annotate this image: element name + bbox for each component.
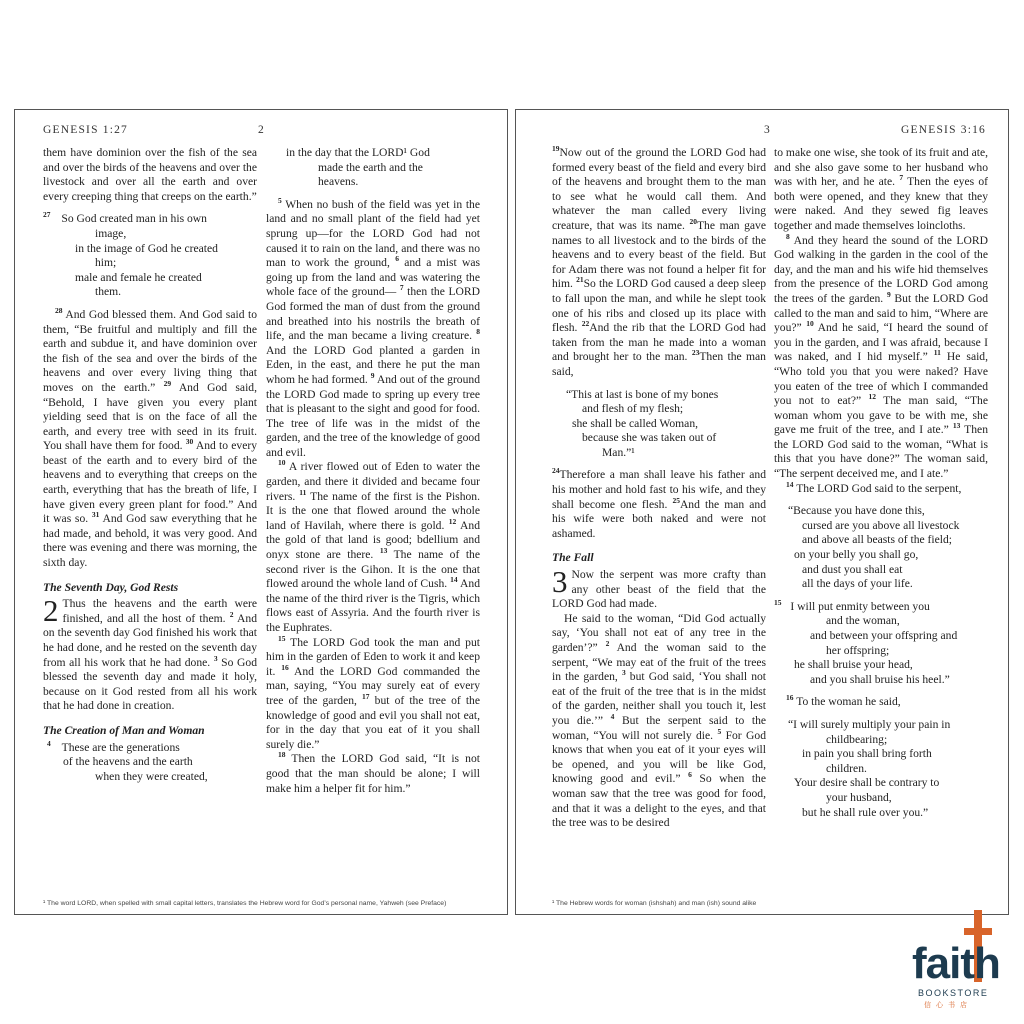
poem-line: when they were created, xyxy=(95,769,208,783)
verse-text: but of the tree of the knowledge of good and evil you shall not eat, for in the day that you eat of it you shall surely die.” xyxy=(266,693,480,751)
footnote: ¹ The Hebrew words for woman (ishshah) and man (ish) sound alike xyxy=(552,900,757,907)
verse-text: Then the eyes of both were opened, and they knew that they were naked. And they sewed fig leaves together and made themselves loincloths. xyxy=(774,175,988,232)
verse-number: 20 xyxy=(689,217,697,227)
poem-line: in the image of God he created xyxy=(75,241,218,255)
poem-line: because she was taken out of xyxy=(582,431,717,445)
verse-number: 30 xyxy=(185,437,194,447)
section-heading: The Fall xyxy=(552,551,594,565)
verse-number: 15 xyxy=(774,597,782,607)
poem-line: in the day that the LORD¹ God xyxy=(286,146,430,159)
section-heading: The Seventh Day, God Rests xyxy=(43,580,179,594)
verse-number: 4 xyxy=(610,712,615,722)
left-page xyxy=(14,109,508,915)
page-reference: GENESIS 1:27 xyxy=(43,124,129,136)
verse-number: 16 xyxy=(786,693,794,703)
verse-text: And God blessed them. And God said to them, “Be fruitful and multiply and fill the earth and subdue it, and have dominion over the fish of the sea and over the birds of the heavens and over every living thing that moves on the earth.” xyxy=(43,307,258,394)
left-column-1 xyxy=(43,146,257,792)
poem-line: heavens. xyxy=(318,175,359,189)
chapter-number: 2 xyxy=(43,593,59,629)
poem-line: he shall bruise your head, xyxy=(794,658,913,672)
poem-line: all the days of your life. xyxy=(802,577,913,591)
section-heading: The Creation of Man and Woman xyxy=(43,723,205,737)
poem-line: “Because you have done this, xyxy=(788,504,925,518)
verse-number: 9 xyxy=(886,290,891,300)
verse-number: 13 xyxy=(379,546,388,556)
verse-text: So when the woman saw that the tree was good for food, and that it was a delight to the eyes, and that the tree was to be desired xyxy=(552,772,766,830)
verse-text: The name of the second river is the Gihon. It is the one that flowed around the whole land of Cush. xyxy=(266,548,480,591)
verse-number: 9 xyxy=(370,371,375,381)
paragraph xyxy=(774,231,989,482)
poem-line: and between your offspring and xyxy=(810,629,958,642)
poem-verse-14 xyxy=(774,504,988,592)
verse-text: And the man and his wife were both naked and were not ashamed. xyxy=(552,497,766,540)
verse-number: 5 xyxy=(278,195,282,205)
right-column-2 xyxy=(774,146,988,828)
right-page xyxy=(515,109,1009,915)
verse-number: 3 xyxy=(213,653,218,663)
verse-text: And God said, “Behold, I have given you every plant yielding seed that is on the face of all the earth, and every tree with seed in its fruit. You shall have them for food. xyxy=(43,380,257,453)
verse-number: 23 xyxy=(691,348,700,358)
verse-number: 4 xyxy=(47,738,51,748)
poem-line: made the earth and the xyxy=(318,160,423,174)
verse-number: 31 xyxy=(91,510,100,520)
poem-verse-16 xyxy=(774,718,988,820)
paragraph xyxy=(774,695,988,710)
verse-number: 22 xyxy=(581,319,590,329)
verse-text: To the woman he said, xyxy=(796,695,901,709)
poem-line: Man.”¹ xyxy=(602,445,635,459)
verse-text: and a mist was going up from the land and was watering the whole face of the ground— xyxy=(266,256,480,299)
paragraph xyxy=(266,752,480,796)
verse-text: And the gold of that land is good; bdellium and onyx stone are there. xyxy=(266,518,480,562)
verse-number: 19 xyxy=(552,144,560,154)
verse-text: And to every beast of the earth and to every bird of the heavens and to everything that creeps on the earth, everything that has the breath of life, I have given every green plant for food.” And it was so. xyxy=(43,439,257,526)
verse-number: 16 xyxy=(281,662,289,672)
paragraph xyxy=(43,308,257,571)
poem-line: “I will surely multiply your pain in xyxy=(788,717,951,731)
verse-text: And the rib that the LORD God had taken from the man he made into a woman and brought her to the man. xyxy=(552,321,766,364)
poem-line: So God created man in his own xyxy=(61,212,207,226)
poem-line: and you shall bruise his heel.” xyxy=(810,672,950,686)
verse-number: 12 xyxy=(448,516,457,526)
verse-text: Then the man said, xyxy=(552,350,766,378)
poem-line: and the woman, xyxy=(826,614,900,628)
verse-text: And out of the ground the LORD God made to spring up every tree that is pleasant to the sight and good for food. The tree of life was in the midst of the garden, and the tree of the knowledge of good and evil. xyxy=(266,372,480,459)
verse-text: But the serpent said to the woman, “You will not surely die. xyxy=(552,713,767,742)
verse-text: So God blessed the seventh day and made it holy, because on it God rested from all his work that he had done in creation. xyxy=(43,655,257,713)
verse-number: 7 xyxy=(899,173,904,183)
paragraph xyxy=(266,195,481,461)
verse-number: 6 xyxy=(395,254,399,264)
verse-number: 15 xyxy=(278,633,286,643)
poem-line: These are the generations xyxy=(61,740,180,754)
verse-text: So the LORD God caused a deep sleep to fall upon the man, and while he slept took one of his ribs and closed up its place with flesh. xyxy=(552,277,766,335)
page-number: 2 xyxy=(258,124,265,136)
verse-text: The man gave names to all livestock and to the birds of the heavens and to every beast of the field. But for Adam there was not found a helper fit for him. xyxy=(552,218,766,291)
verse-number: 10 xyxy=(278,458,286,468)
verse-text: Then the LORD God said, “It is not good that the man should be alone; I will make him a helper fit for him.” xyxy=(266,752,480,795)
verse-number: 27 xyxy=(43,210,51,220)
verse-number: 11 xyxy=(299,487,307,497)
verse-number: 21 xyxy=(576,275,584,285)
logo-chinese: 信心书店 xyxy=(924,1001,972,1009)
verse-number: 14 xyxy=(450,575,458,585)
poem-line: them. xyxy=(95,285,122,299)
verse-text: to make one wise, she took of its fruit and ate, and she also gave some to her husband who was with her, and he ate. xyxy=(774,146,988,189)
verse-number: 14 xyxy=(786,479,794,489)
verse-number: 29 xyxy=(163,379,172,389)
poem-line: on your belly you shall go, xyxy=(794,548,919,562)
verse-text: Thus the heavens and the earth were finished, and all the host of them. xyxy=(62,597,257,625)
verse-text: And on the seventh day God finished his work that he had done, and he rested on the seventh day from all his work that he had done. xyxy=(43,611,257,669)
verse-text: He said, “Who told you that you were naked? Have you eaten of the tree of which I commanded you not to eat?” xyxy=(774,350,989,408)
right-column-1 xyxy=(552,146,766,831)
verse-number: 2 xyxy=(229,609,234,619)
verse-text: Then the LORD God said to the woman, “What is this that you have done?” The woman said, “The serpent deceived me, and I ate.” xyxy=(774,423,988,481)
verse-text: And the woman said to the serpent, “We may eat of the fruit of the trees in the garden, xyxy=(552,641,766,684)
verse-text: The LORD God said to the serpent, xyxy=(796,481,962,495)
paragraph xyxy=(552,564,766,612)
footnote: ¹ The word LORD, when spelled with small capital letters, translates the Hebrew word for God’s personal name, Yahweh (see Preface) xyxy=(43,900,447,907)
poem-line: I will put enmity between you xyxy=(790,599,930,613)
poem-line: your husband, xyxy=(826,790,892,804)
verse-text: And they heard the sound of the LORD God walking in the garden in the cool of the day, and the man and his wife hid themselves from the presence of the LORD God among the trees of the garden. xyxy=(774,233,988,305)
verse-number: 11 xyxy=(933,348,941,358)
poem-line: but he shall rule over you.” xyxy=(802,805,929,819)
verse-number: 12 xyxy=(868,392,876,402)
verse-text: And the name of the third river is the Tigris, which flows east of Assyria. And the fourth river is the Euphrates. xyxy=(266,577,480,634)
verse-number: 7 xyxy=(399,283,404,293)
verse-text: When no bush of the field was yet in the land and no small plant of the field had yet sprung up—for the LORD God had not caused it to rain on the land, and there was no man to work the ground, xyxy=(266,197,480,270)
verse-number: 24 xyxy=(552,466,560,476)
verse-number: 17 xyxy=(362,692,370,702)
poem-verse-27 xyxy=(43,212,257,300)
paragraph: them have dominion over the fish of the sea and over the birds of the heavens and over the livestock and over all the earth and over every creeping thing that creeps on the earth.” xyxy=(43,146,257,203)
paragraph xyxy=(266,460,480,635)
verse-text: Now out of the ground the LORD God had formed every beast of the field and every bird of the heavens and brought them to the man to see what he would call them. And whatever the man called every living creature, that was its name. xyxy=(552,146,766,232)
poem-line: children. xyxy=(826,761,867,775)
cross-icon-bar xyxy=(964,928,992,935)
poem-line: image, xyxy=(95,226,127,240)
verse-text: And the LORD God commanded the man, saying, “You may surely eat of every tree of the garden, xyxy=(266,664,480,707)
verse-number: 25 xyxy=(672,495,680,505)
verse-text: The name of the first is the Pishon. It is the one that flowed around the whole land of Havilah, where there is gold. xyxy=(266,489,480,532)
poem-line: and dust you shall eat xyxy=(802,562,903,576)
poem-verse-23 xyxy=(552,388,766,461)
page-number: 3 xyxy=(764,124,771,136)
verse-text: For God knows that when you eat of it your eyes will be opened, and you will be like God, knowing good and evil.” xyxy=(552,728,766,786)
poem-line: she shall be called Woman, xyxy=(572,416,699,430)
verse-number: 8 xyxy=(476,327,480,337)
paragraph xyxy=(774,146,988,234)
poem-line: him; xyxy=(95,256,117,270)
page-reference: GENESIS 3:16 xyxy=(900,124,986,136)
verse-text: The man said, “The woman whom you gave to be with me, she gave me fruit of the tree, and I ate.” xyxy=(774,394,988,437)
poem-line: Your desire shall be contrary to xyxy=(794,776,940,790)
verse-text: And God saw everything that he had made, and behold, it was very good. And there was evening and there was morning, the sixth day. xyxy=(43,512,257,570)
paragraph xyxy=(43,593,257,714)
verse-number: 2 xyxy=(605,639,610,649)
verse-number: 13 xyxy=(952,421,961,431)
poem-line: and above all beasts of the field; xyxy=(802,533,953,547)
verse-number: 3 xyxy=(621,668,626,678)
poem-verse-15 xyxy=(774,597,988,688)
verse-text: but God said, ‘You shall not eat of the fruit of the tree that is in the midst of the garden, neither shall you touch it, lest you die.’” xyxy=(552,670,767,727)
verse-text: then the LORD God formed the man of dust from the ground and breathed into his nostrils the breath of life, and the man became a living creature. xyxy=(266,285,481,343)
verse-text: Now the serpent was more crafty than any other beast of the field that the LORD God had made. xyxy=(552,568,766,611)
paragraph xyxy=(552,612,766,831)
poem-line: her offspring; xyxy=(826,643,890,657)
verse-text: Therefore a man shall leave his father and his mother and hold fast to his wife, and they shall become one flesh. xyxy=(552,468,766,511)
chapter-number: 3 xyxy=(552,564,568,600)
logo-word: faith xyxy=(912,939,1000,988)
poem-continued xyxy=(266,146,480,190)
verse-text: And the LORD God planted a garden in Eden, in the east, and there he put the man whom he had formed. xyxy=(266,343,480,386)
faith-bookstore-logo xyxy=(912,908,1012,1024)
verse-number: 18 xyxy=(278,750,286,760)
verse-number: 6 xyxy=(688,770,692,780)
poem-line: cursed are you above all livestock xyxy=(802,518,960,532)
verse-text: And he said, “I heard the sound of you in the garden, and I was afraid, because I was naked, and I hid myself.” xyxy=(774,321,989,364)
poem-line: in pain you shall bring forth xyxy=(802,747,932,761)
paragraph xyxy=(552,468,766,541)
logo-subtitle: BOOKSTORE xyxy=(918,988,989,998)
verse-number: 5 xyxy=(717,726,722,736)
poem-line: and flesh of my flesh; xyxy=(582,402,684,416)
poem-line: male and female he created xyxy=(75,270,202,284)
verse-text: The LORD God took the man and put him in the garden of Eden to work it and keep it. xyxy=(266,635,480,678)
verse-number: 10 xyxy=(806,319,814,329)
verse-text: But the LORD God called to the man and said to him, “Where are you?” xyxy=(774,291,989,335)
paragraph xyxy=(774,479,988,497)
verse-text: He said to the woman, “Did God actually say, ‘You shall not eat of any tree in the garden’?” xyxy=(552,611,766,654)
poem-line: childbearing; xyxy=(826,732,888,746)
verse-number: 8 xyxy=(786,231,790,241)
poem-verse-4 xyxy=(43,738,257,785)
poem-line: of the heavens and the earth xyxy=(63,755,193,769)
left-column-2 xyxy=(266,146,480,796)
verse-number: 28 xyxy=(55,306,63,316)
paragraph xyxy=(266,633,480,753)
verse-text: A river flowed out of Eden to water the garden, and there it divided and became four rivers. xyxy=(266,460,480,503)
paragraph xyxy=(552,146,766,380)
poem-line: “This at last is bone of my bones xyxy=(566,387,719,401)
